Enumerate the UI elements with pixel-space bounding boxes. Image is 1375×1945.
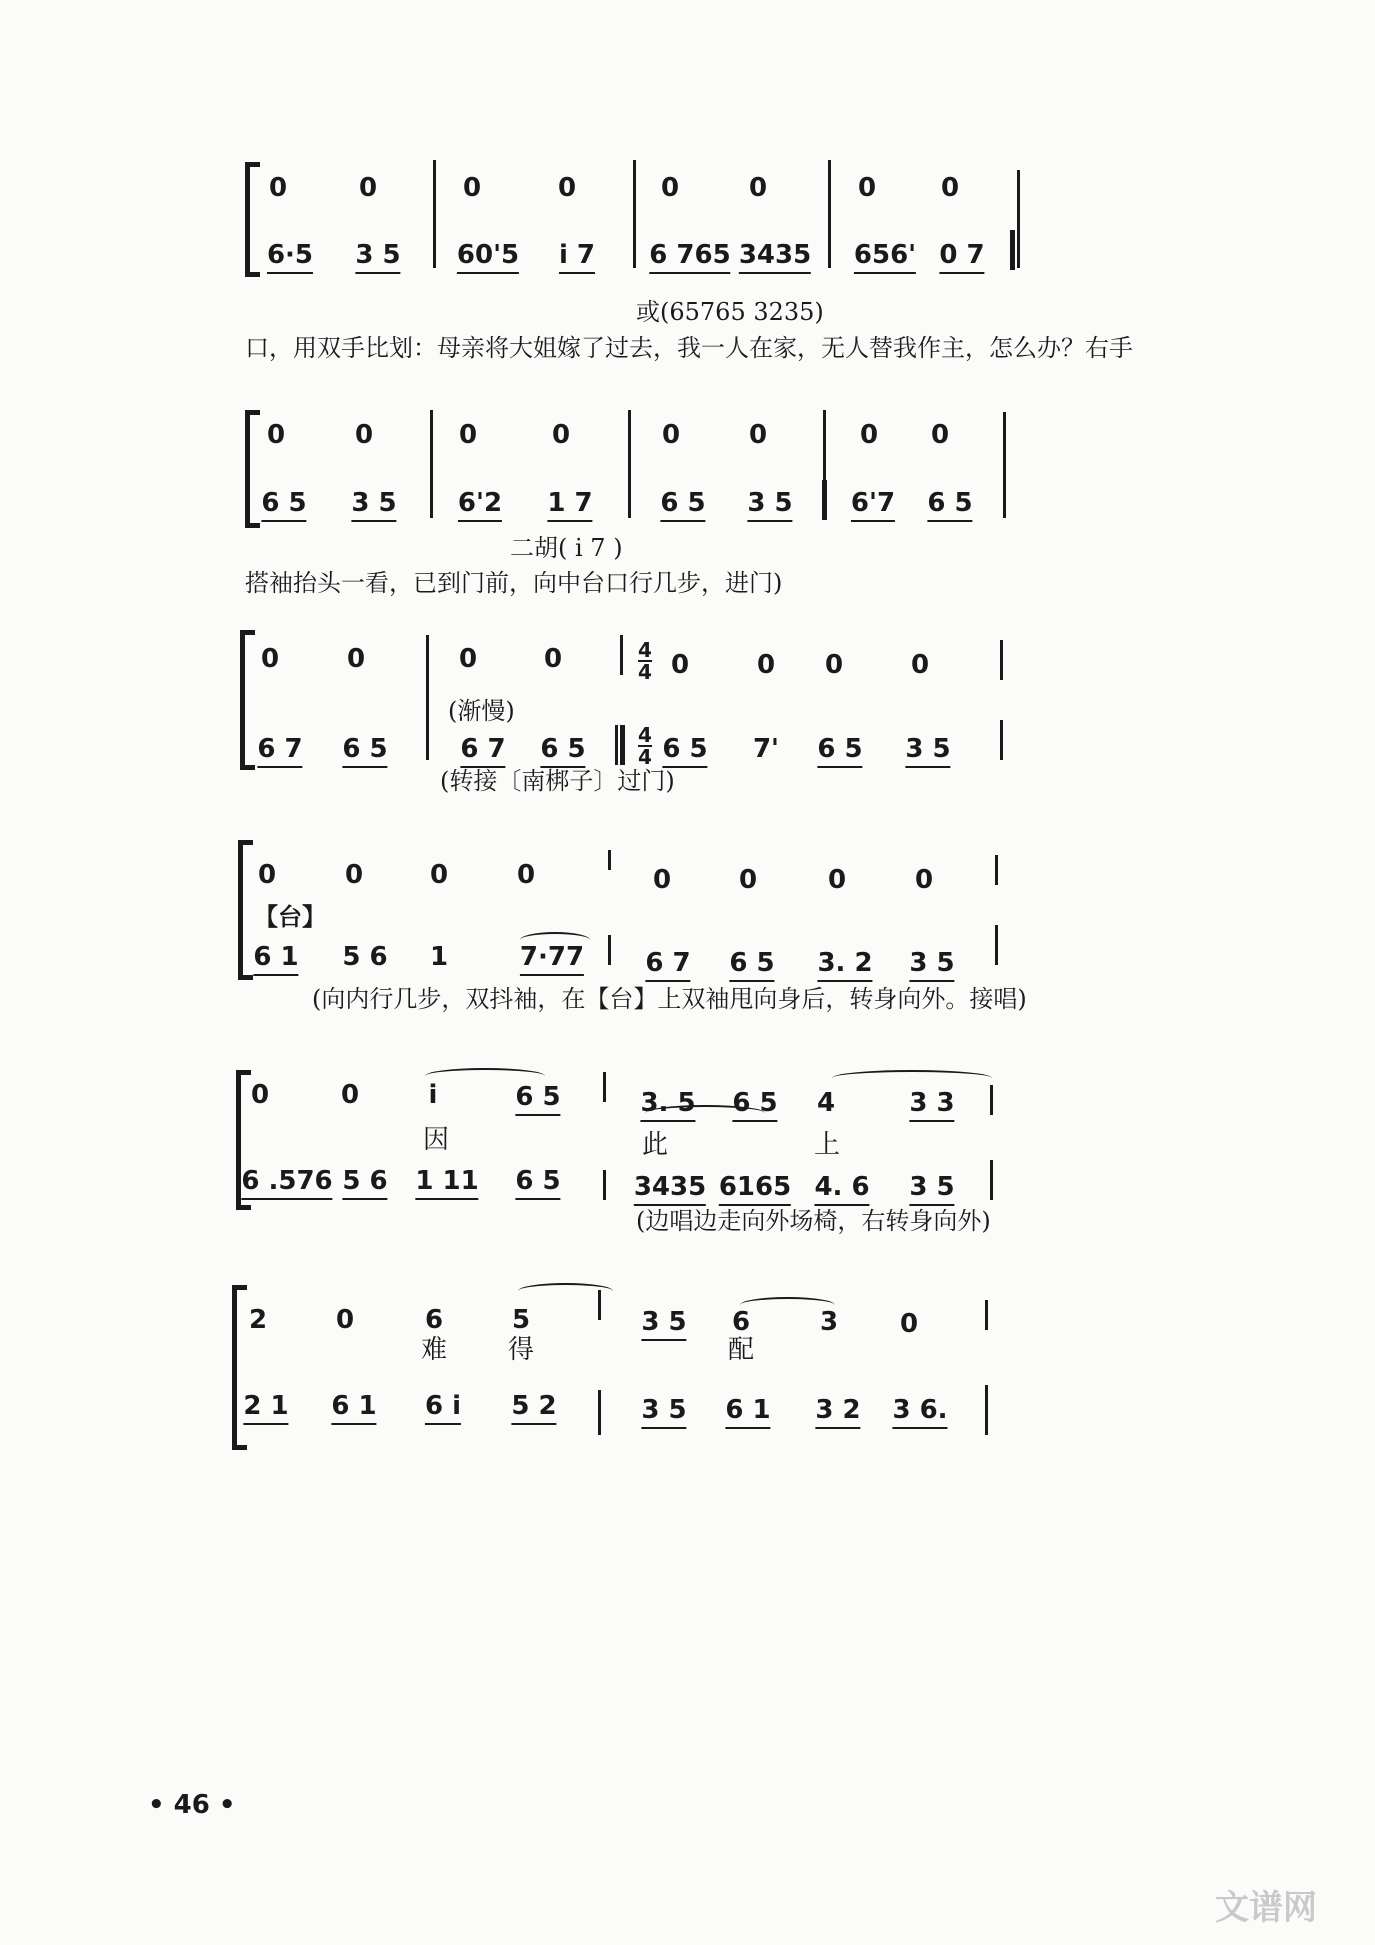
note: 6 5: [660, 488, 705, 522]
note: 0: [429, 860, 449, 890]
note: 6 i: [425, 1391, 461, 1425]
lyric: 得: [507, 1335, 535, 1365]
note: 3435: [634, 1172, 706, 1206]
percussion-mark: 【台】: [254, 902, 326, 931]
lyric: 配: [727, 1335, 755, 1365]
note: 0: [268, 173, 288, 203]
note: 3 2: [815, 1395, 860, 1429]
note: 0: [748, 420, 768, 450]
note: 6 5: [261, 488, 306, 522]
note: 3. 5: [640, 1088, 695, 1122]
stage-direction: 口，用双手比划：母亲将大姐嫁了过去，我一人在家，无人替我作主，怎么办？右手: [245, 334, 1133, 362]
note: 6 5: [515, 1082, 560, 1116]
note: 0: [458, 420, 478, 450]
note: 2 1: [243, 1391, 288, 1425]
note: 1 11: [415, 1166, 478, 1200]
note: i 7: [559, 240, 595, 274]
note: 0: [738, 865, 758, 895]
lyric: 难: [420, 1335, 448, 1365]
note: 5 2: [511, 1391, 556, 1425]
note: 0: [551, 420, 571, 450]
note: 0: [250, 1080, 270, 1110]
note: 3 5: [905, 734, 950, 768]
note: 6 1: [725, 1395, 770, 1429]
note: 0: [543, 644, 563, 674]
note: 0: [462, 173, 482, 203]
note: 0: [940, 173, 960, 203]
stage-direction: 搭袖抬头一看，已到门前，向中台口行几步，进门): [245, 569, 783, 597]
note: 1 7: [547, 488, 592, 522]
note: 0: [930, 420, 950, 450]
erhu-note: 二胡( i 7 ): [510, 534, 623, 562]
note: 0: [346, 644, 366, 674]
stage-direction: (边唱边走向外场椅，右转身向外): [636, 1207, 991, 1235]
note: 6 5: [927, 488, 972, 522]
note: 6'2: [458, 488, 502, 522]
note: 0: [516, 860, 536, 890]
alternate-variant: 或(65765 3235): [636, 298, 824, 326]
note: 0: [660, 173, 680, 203]
lyric: 上: [813, 1130, 841, 1160]
note: 6 5: [732, 1088, 777, 1122]
note: 6 5: [515, 1166, 560, 1200]
note: 0: [358, 173, 378, 203]
note: 6 .576: [241, 1166, 332, 1200]
note: 0: [824, 650, 844, 680]
note: 0: [756, 650, 776, 680]
note: 0: [827, 865, 847, 895]
note: 0: [344, 860, 364, 890]
note: 0: [354, 420, 374, 450]
note: 3 6.: [892, 1395, 947, 1429]
note: 3 5: [909, 1172, 954, 1206]
note: 656': [854, 240, 916, 274]
note: 3: [819, 1307, 839, 1337]
note: 6 7: [257, 734, 302, 768]
note: 5 6: [342, 1166, 387, 1200]
note: 1: [429, 942, 449, 972]
note: 7·77: [520, 942, 584, 976]
note: 6: [731, 1307, 751, 1337]
note: 6 7: [460, 734, 505, 768]
note: 0: [670, 650, 690, 680]
note: 0: [914, 865, 934, 895]
slur: [518, 1283, 613, 1299]
note: 0: [859, 420, 879, 450]
note: 6 5: [729, 948, 774, 982]
stage-direction: (向内行几步，双抖袖，在【台】上双袖甩向身后，转身向外。接唱): [312, 985, 1027, 1013]
note: 0: [910, 650, 930, 680]
note: 3 5: [747, 488, 792, 522]
note: 5 6: [342, 942, 388, 972]
tempo-marking: (渐慢): [448, 697, 515, 725]
note: 3 5: [641, 1395, 686, 1429]
time-signature: 4 4: [638, 638, 652, 684]
note: 3 5: [641, 1307, 686, 1341]
note: 3435: [739, 240, 811, 274]
note: 5: [511, 1305, 531, 1335]
note: 0: [257, 860, 277, 890]
note: 6 765: [649, 240, 730, 274]
note: 6 5: [662, 734, 707, 768]
note: 0: [458, 644, 478, 674]
note: 0: [260, 644, 280, 674]
note: 0: [899, 1309, 919, 1339]
note: 3 5: [909, 948, 954, 982]
note: 6'7: [851, 488, 895, 522]
note: 3. 2: [817, 948, 872, 982]
page-number: • 46 •: [148, 1790, 236, 1820]
note: 0: [340, 1080, 360, 1110]
note: 0: [652, 865, 672, 895]
watermark: 文谱网: [1215, 1888, 1317, 1928]
note: 6 7: [645, 948, 690, 982]
note: 6 5: [540, 734, 585, 768]
note: i: [428, 1080, 438, 1110]
note: 6 5: [817, 734, 862, 768]
note: 6 1: [331, 1391, 376, 1425]
note: 6·5: [267, 240, 313, 274]
note: 0: [748, 173, 768, 203]
note: 0: [857, 173, 877, 203]
note: 0: [557, 173, 577, 203]
note: 7': [752, 734, 780, 764]
transition-note: (转接〔南梆子〕过门): [440, 767, 675, 795]
note: 0: [335, 1305, 355, 1335]
note: 0: [266, 420, 286, 450]
note: 4. 6: [814, 1172, 869, 1206]
note: 6 5: [342, 734, 387, 768]
note: 6165: [719, 1172, 791, 1206]
note: 6: [424, 1305, 444, 1335]
lyric: 此: [641, 1130, 669, 1160]
slur: [832, 1070, 992, 1086]
note: 6 1: [253, 942, 298, 976]
note: 4: [816, 1088, 836, 1118]
note: 3 5: [355, 240, 400, 274]
note: 3 5: [351, 488, 396, 522]
lyric: 因: [422, 1125, 450, 1155]
note: 0: [661, 420, 681, 450]
time-signature: 4 4: [638, 723, 652, 769]
note: 3 3: [909, 1088, 954, 1122]
note: 2: [248, 1305, 268, 1335]
note: 0 7: [939, 240, 984, 274]
note: 60'5: [457, 240, 519, 274]
